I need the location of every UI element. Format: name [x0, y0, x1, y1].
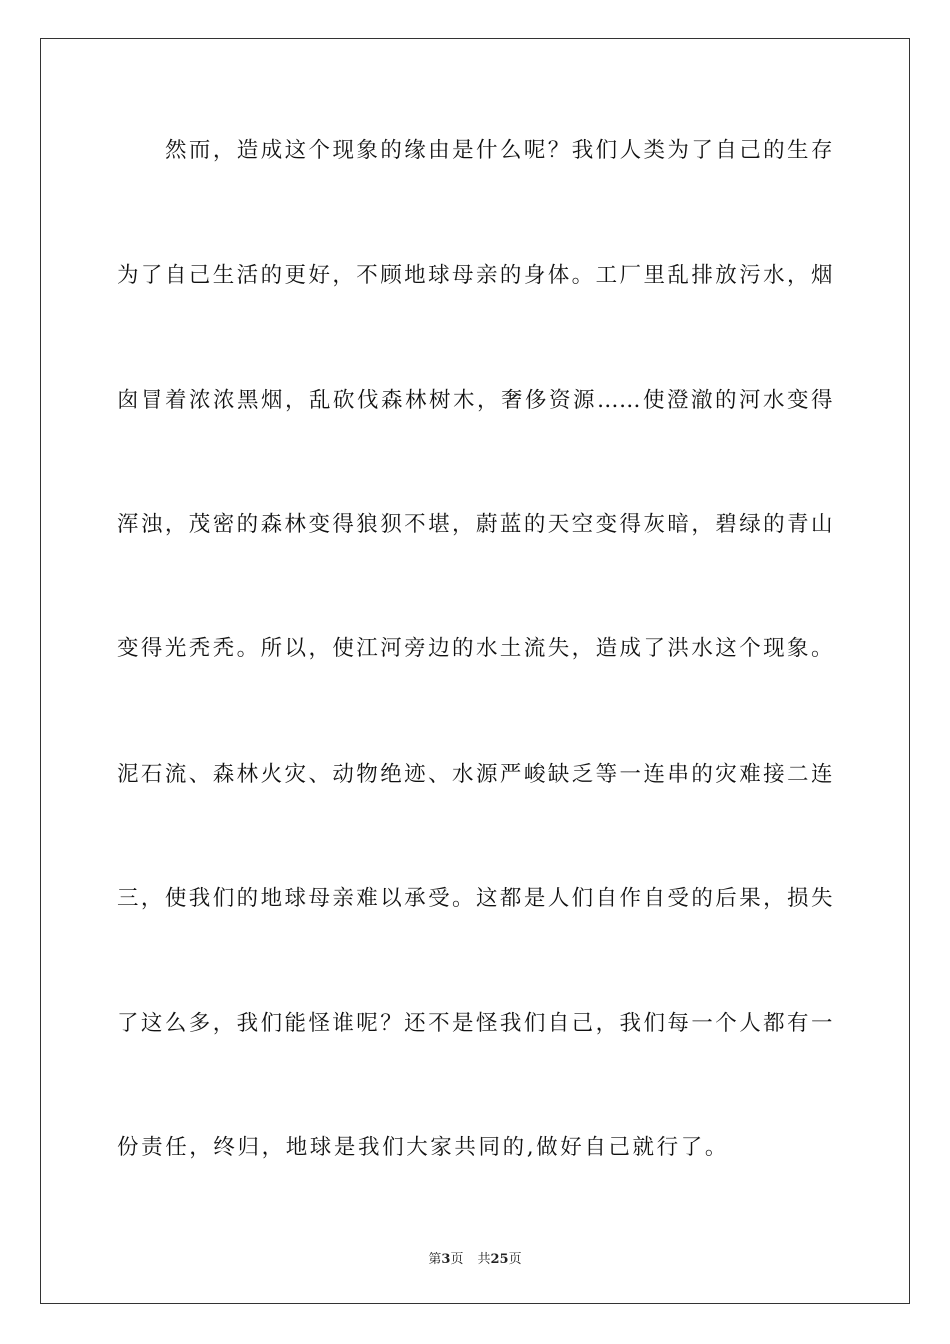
total-label-suffix: 页 — [508, 1252, 522, 1267]
paragraph-line: 了这么多，我们能怪谁呢？还不是怪我们自己，我们每一个人都有一 — [117, 1011, 833, 1036]
total-label-prefix: 共 — [477, 1252, 491, 1267]
paragraph-line: 为了自己生活的更好，不顾地球母亲的身体。工厂里乱排放污水，烟 — [117, 263, 833, 288]
paragraph-line: 浑浊，茂密的森林变得狼狈不堪，蔚蓝的天空变得灰暗，碧绿的青山 — [117, 512, 833, 537]
paragraph-line: 份责任，终归，地球是我们大家共同的,做好自己就行了。 — [117, 1135, 729, 1160]
paragraph-line: 然而，造成这个现象的缘由是什么呢？我们人类为了自己的生存 — [165, 138, 833, 163]
total-pages: 25 — [490, 1252, 509, 1267]
paragraph-line: 三，使我们的地球母亲难以承受。这都是人们自作自受的后果，损失 — [117, 886, 833, 911]
paragraph-line: 囱冒着浓浓黑烟，乱砍伐森林树木，奢侈资源……使澄澈的河水变得 — [117, 388, 833, 413]
paragraph-line: 泥石流、森林火灾、动物绝迹、水源严峻缺乏等一连串的灾难接二连 — [117, 762, 833, 787]
page-label-prefix: 第 — [428, 1252, 442, 1267]
page-label-suffix: 页 — [450, 1252, 464, 1267]
page-number: 3 — [441, 1252, 451, 1267]
page-footer — [0, 1248, 950, 1267]
page-border — [40, 38, 910, 1304]
paragraph-line: 变得光秃秃。所以，使江河旁边的水土流失，造成了洪水这个现象。 — [117, 636, 833, 661]
